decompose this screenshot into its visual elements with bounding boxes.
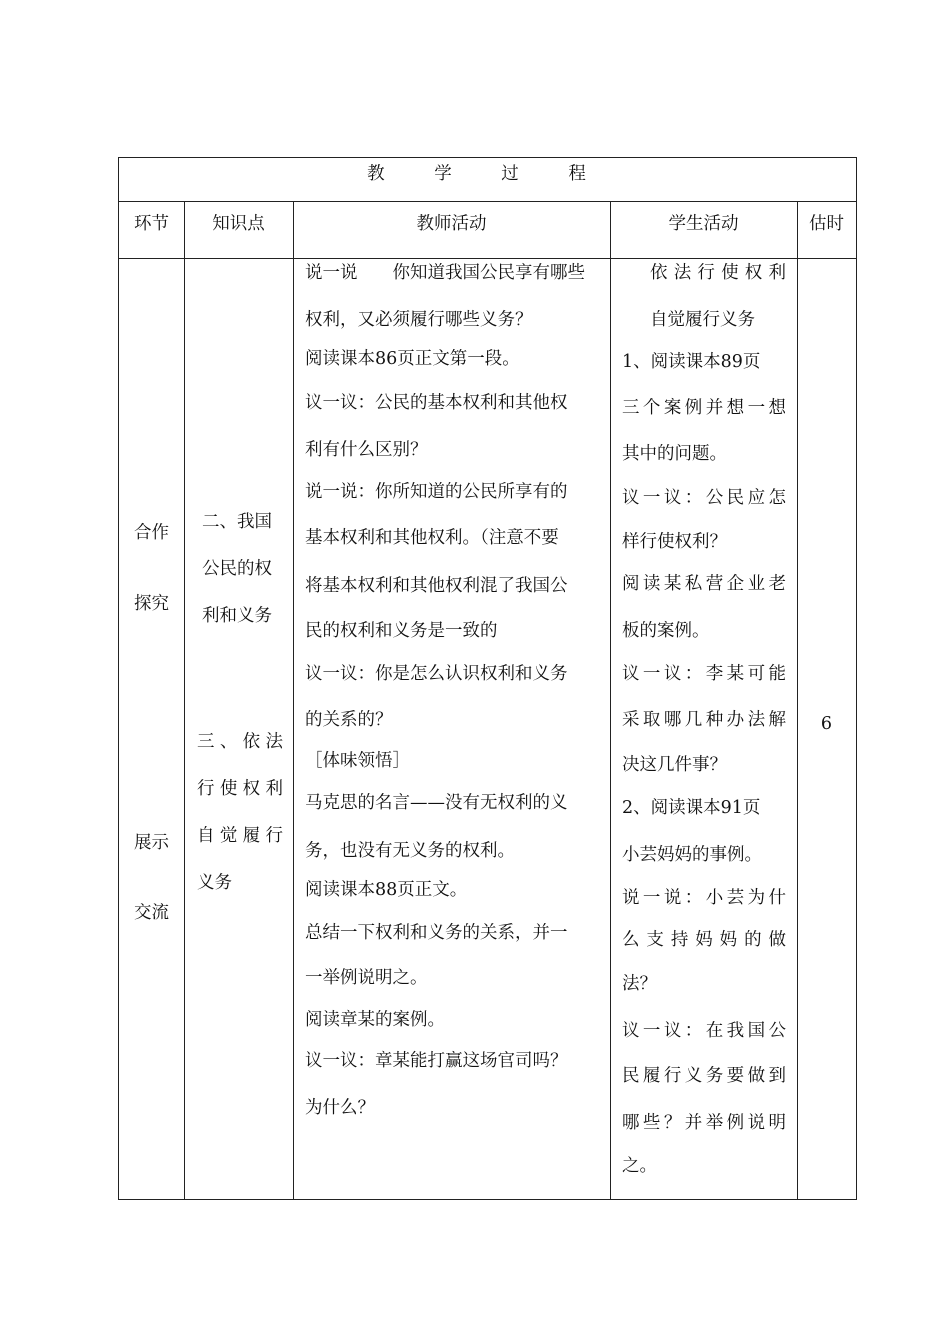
student-activity-line: 民履行义务要做到 [622,1066,786,1086]
row-divider-header [119,258,856,259]
teacher-activity-line: 阅读课本88页正文。 [305,880,468,900]
teacher-activity-line: 基本权利和其他权利。（注意不要 [305,528,559,548]
estimated-time: 6 [820,714,833,734]
teacher-activity-line: 利有什么区别？ [305,440,428,460]
col-divider-2 [293,201,294,1199]
student-activity-line: 之。 [622,1156,657,1176]
header-time: 估时 [809,214,844,234]
student-activity-line: 议一议：在我国公 [622,1021,786,1041]
stage-label: 交流 [134,903,169,923]
teacher-activity-line: 的关系的？ [305,710,393,730]
student-activity-line: 说一说：小芸为什 [622,888,786,908]
table-title: 教 学 过 程 [367,164,608,184]
student-activity-line: 三个案例并想一想 [622,398,786,418]
knowledge-line: 利和义务 [202,606,272,626]
student-activity-line: 样行使权利？ [622,532,727,552]
teacher-activity-line: 议一议：章某能打赢这场官司吗？ [305,1051,568,1071]
teacher-activity-line: 总结一下权利和义务的关系，并一 [305,923,568,943]
knowledge-line: 三、依法 [197,732,283,752]
teacher-activity-line: 议一议：公民的基本权利和其他权 [305,393,568,413]
student-activity-line: 采取哪几种办法解 [622,710,786,730]
student-activity-line: 议一议：公民应怎 [622,488,786,508]
row-divider-title [119,201,856,202]
header-section: 环节 [134,214,169,234]
student-activity-line: 其中的问题。 [622,444,727,464]
knowledge-line: 公民的权 [202,559,272,579]
col-divider-4 [797,201,798,1199]
knowledge-line: 二、我国 [202,512,272,532]
student-activity-line: 么支持妈妈的做 [622,930,786,950]
teacher-activity-line: 阅读课本86页正文第一段。 [305,349,520,369]
student-activity-line: 议一议：李某可能 [622,664,786,684]
teacher-activity-line: 将基本权利和其他权利混了我国公 [305,576,568,596]
teacher-activity-line: 说一说 你知道我国公民享有哪些 [305,263,585,283]
student-activity-line: 板的案例。 [622,621,710,641]
stage-label: 合作 [134,523,169,543]
stage-label: 展示 [134,833,169,853]
teacher-activity-line: 务，也没有无义务的权利。 [305,841,515,861]
col-divider-1 [184,201,185,1199]
header-knowledge: 知识点 [212,214,265,234]
teaching-process-table [118,157,857,1200]
student-activity-line: 小芸妈妈的事例。 [622,845,762,865]
teacher-activity-line: 权利，又必须履行哪些义务？ [305,310,533,330]
header-student: 学生活动 [668,214,739,234]
col-divider-3 [610,201,611,1199]
teacher-activity-line: 为什么？ [305,1098,375,1118]
teacher-activity-line: 民的权利和义务是一致的 [305,621,498,641]
student-activity-line: 依法行使权利 [650,263,786,283]
student-activity-line: 阅读某私营企业老 [622,574,786,594]
student-activity-line: 决这几件事？ [622,755,727,775]
knowledge-line: 行使权利 [197,779,283,799]
header-teacher: 教师活动 [416,214,487,234]
teacher-activity-line: ［体味领悟］ [305,751,410,771]
student-activity-line: 2、阅读课本91页 [622,798,761,818]
student-activity-line: 1、阅读课本89页 [622,352,761,372]
teacher-activity-line: 说一说：你所知道的公民所享有的 [305,482,568,502]
knowledge-line: 义务 [197,873,232,893]
knowledge-line: 自觉履行 [197,826,283,846]
student-activity-line: 哪些？并举例说明 [622,1113,786,1133]
teacher-activity-line: 议一议：你是怎么认识权利和义务 [305,664,568,684]
stage-label: 探究 [134,594,169,614]
student-activity-line: 自觉履行义务 [650,310,755,330]
teacher-activity-line: 阅读章某的案例。 [305,1010,445,1030]
teacher-activity-line: 一举例说明之。 [305,968,428,988]
teacher-activity-line: 马克思的名言——没有无权利的义 [305,793,568,813]
student-activity-line: 法？ [622,974,657,994]
